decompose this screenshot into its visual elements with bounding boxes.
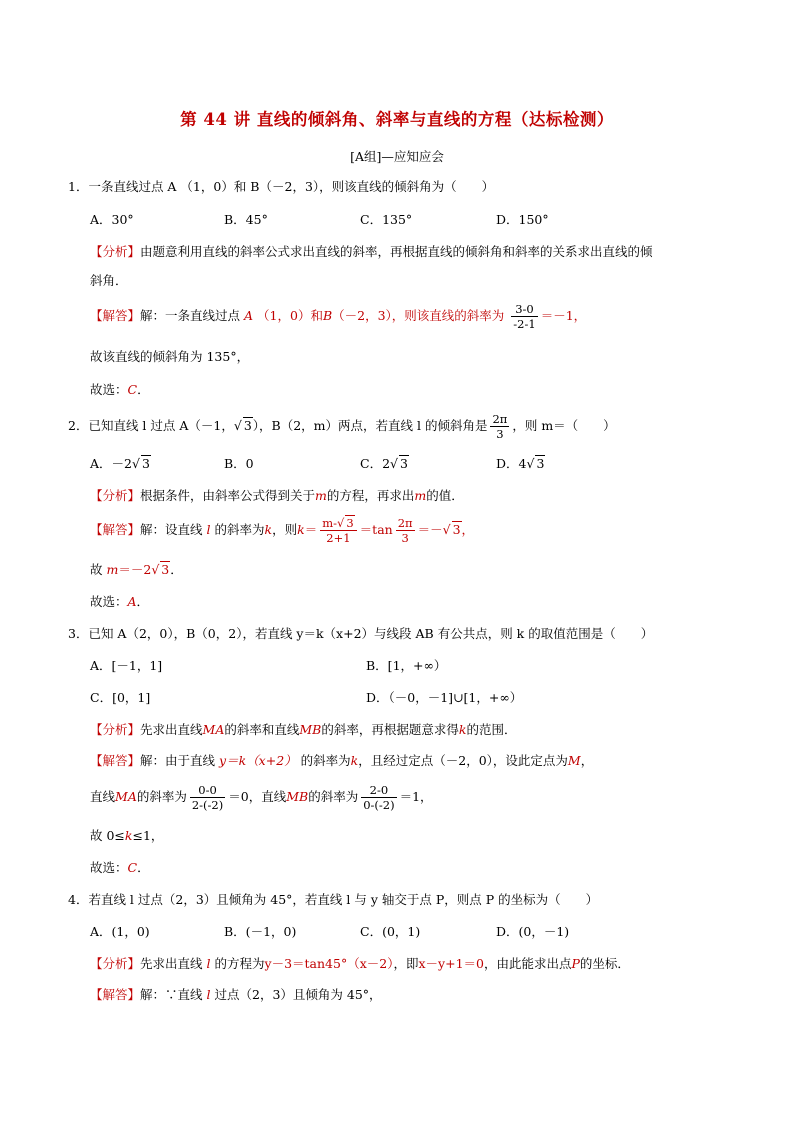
q1-analysis [90,242,653,260]
slope-fraction: $\frac{m-√ 3}{2+1}$ [320,516,356,545]
fraction-numerator: 3-0 [511,302,537,317]
q3-conclusion: 故 0≤k≤1， [90,828,164,843]
var-k: k [297,522,305,537]
q2-choice: 故选：A． [90,594,150,609]
q4-stem: 4．若直线 l 过点（2，3）且倾角为 45°，若直线 l 与 y 轴交于点 P，则点 P 的坐标为（ ） [68,892,599,907]
ma-slope-fraction: $\frac{0-0}{2-(-2)}$ [191,783,224,812]
q2-answer-result: ＝－ [417,522,443,537]
mb-slope-fraction: $\frac{2-0}{0-(-2)}$ [363,783,395,812]
analysis-label: 【分析】 [90,956,141,971]
line-mb: MB [299,722,322,737]
q2-analysis-text: 根据条件，由斜率公式得到关于 [140,488,316,503]
answer-label: 【解答】 [90,522,141,537]
q3-analysis: 【分析】先求出直线MA的斜率和直线MB的斜率，再根据题意求得k的范围． [90,722,517,737]
choice-value: C [127,382,138,397]
fraction-numerator: 2π [492,412,508,426]
q4-analysis: 【分析】先求出直线 l 的方程为y－3＝tan45°（x－2），即x－y+1＝0，由此能求出点P的坐标． [90,956,630,971]
var-k: k [124,828,133,843]
choice-label: 故选： [90,594,128,609]
page-title: 第 44 讲 直线的倾斜角、斜率与直线的方程（达标检测） [180,110,614,129]
section-heading: [A组]—应知应会 [350,149,444,164]
q2-stem-text: 2．已知直线 l 过点 A（－1， [68,418,234,433]
var-l: l [206,987,211,1002]
q1-analysis-cont: 斜角． [90,273,128,288]
var-m: m [315,488,327,503]
q1-conclusion: 故该直线的倾斜角为 135°， [90,349,250,364]
choice-value: C [127,860,138,875]
q2-option-b: B．0 [224,456,254,471]
choice-label: 故选： [90,860,128,875]
answer-label: 【解答】 [90,753,141,768]
solve-label: 解： [140,987,166,1002]
q2-answer-then: ，则 [272,522,298,537]
q3-option-b: B．[1，+∞） [366,658,447,673]
q2-stem: 2．已知直线 l 过点 A（－1，√ 3），B（2，m）两点，若直线 l 的倾斜角是 $\frac{2\pi}{3}$ ，则 m＝（ ） [68,412,616,441]
analysis-label: 【分析】 [90,488,141,503]
q1-option-c: C．135° [360,212,413,227]
q2-option-a: A．－2√ 3 [90,456,150,471]
point-p: P [571,956,580,971]
q1-analysis-text: 由题意利用直线的斜率公式求出直线的斜率，再根据直线的倾斜角和斜率的关系求出直线的倾 [140,244,653,259]
point-a: A [244,308,254,323]
q1-answer-result: ＝－1， [540,308,587,323]
choice-period: ． [137,382,150,397]
answer-label: 【解答】 [90,987,141,1002]
var-k: k [350,753,359,768]
q1-answer-text: 一条直线过点 [165,308,241,323]
q2-analysis-mid: 的方程，再求出 [326,488,415,503]
q3-answer-line2: 直线MA的斜率为 $\frac{0-0}{2-(-2)}$ ＝0，直线MB的斜率为 $\frac{2-0}{0-(-2)}$ ＝1， [90,783,433,812]
general-equation: x－y+1＝0 [418,956,484,971]
choice-value: A [127,594,137,609]
var-m: m [106,562,119,577]
angle-fraction [490,412,509,441]
q4-option-b: B．(－1，0) [224,924,297,939]
analysis-label: 【分析】 [90,244,141,259]
line-equation: y＝k（x+2） [219,753,297,768]
var-l: l [206,522,211,537]
q2-conclusion: 故 m＝－2√ 3． [90,562,183,577]
solve-label: 解： [140,753,166,768]
var-k: k [264,522,273,537]
answer-label: 【解答】 [90,308,141,323]
var-l: l [206,956,211,971]
q4-option-d: D．(0，－1) [496,924,570,939]
solve-label: 解： [140,308,166,323]
fraction-denominator: -2-1 [513,317,536,331]
q3-answer: 【解答】解：由于直线 y＝k（x+2） 的斜率为k，且经过定点（－2，0），设此定点为M， [90,753,594,768]
point-a-coord: （1，0）和 [257,308,323,323]
q1-stem: 1．一条直线过点 A （1，0）和 B（－2，3），则该直线的倾斜角为（ ） [68,179,495,194]
q2-stem-end: ，则 m＝（ ） [512,418,616,433]
line-mb: MB [286,789,309,804]
q3-option-d: D．（－0，－1]∪[1，+∞） [366,690,523,705]
analysis-label: 【分析】 [90,722,141,737]
q2-analysis [90,486,464,504]
point-b-coord: （－2，3），则该直线的斜率为 [332,308,505,323]
q1-option-b: B．45° [224,212,268,227]
q4-option-a: A．(1，0) [90,924,150,939]
angle-fraction: $\frac{2\pi}{3}$ [397,516,413,545]
line-ma: MA [202,722,225,737]
q4-answer: 【解答】解：∵直线 l 过点（2，3）且倾角为 45°， [90,987,382,1002]
sqrt-radicand: 3 [243,418,252,433]
q1-option-d: D．150° [496,212,549,227]
q1-answer [90,302,586,331]
q3-choice: 故选：C． [90,860,150,875]
q4-option-c: C．(0，1) [360,924,421,939]
choice-label: 故选： [90,382,128,397]
point-b: B [322,308,333,323]
q3-stem: 3．已知 A（2，0），B（0，2），若直线 y＝k（x+2）与线段 AB 有公共点，则 k 的取值范围是（ ） [68,626,654,641]
point-slope-equation: y－3＝tan45°（x－2） [264,956,394,971]
tan-text: ＝tan [359,522,393,537]
solve-label: 解： [140,522,166,537]
q3-option-c: C．[0，1] [90,690,151,705]
q2-stem-mid: ），B（2，m）两点，若直线 l 的倾斜角是 [252,418,488,433]
q2-answer-mid: 的斜率为 [214,522,265,537]
q2-analysis-end: 的值． [426,488,464,503]
var-k: k [458,722,467,737]
slope-fraction [511,302,537,331]
point-m: M [567,753,581,768]
q1-option-a: A．30° [90,212,134,227]
q2-option-c: C．2√ 3 [360,456,408,471]
line-ma: MA [115,789,137,804]
var-m: m [414,488,427,503]
equals-sign: ＝ [304,522,318,537]
q2-answer-text: 设直线 [165,522,203,537]
q2-option-d: D．4√ 3 [496,456,545,471]
q1-choice [90,380,150,398]
q3-option-a: A．[－1，1] [90,658,163,673]
q2-answer: 【解答】解：设直线 l 的斜率为k，则k＝ $\frac{m-√ 3}{2+1}$ ＝tan $\frac{2\pi}{3}$ ＝－√ 3， [90,516,475,545]
fraction-denominator: 3 [496,427,504,441]
